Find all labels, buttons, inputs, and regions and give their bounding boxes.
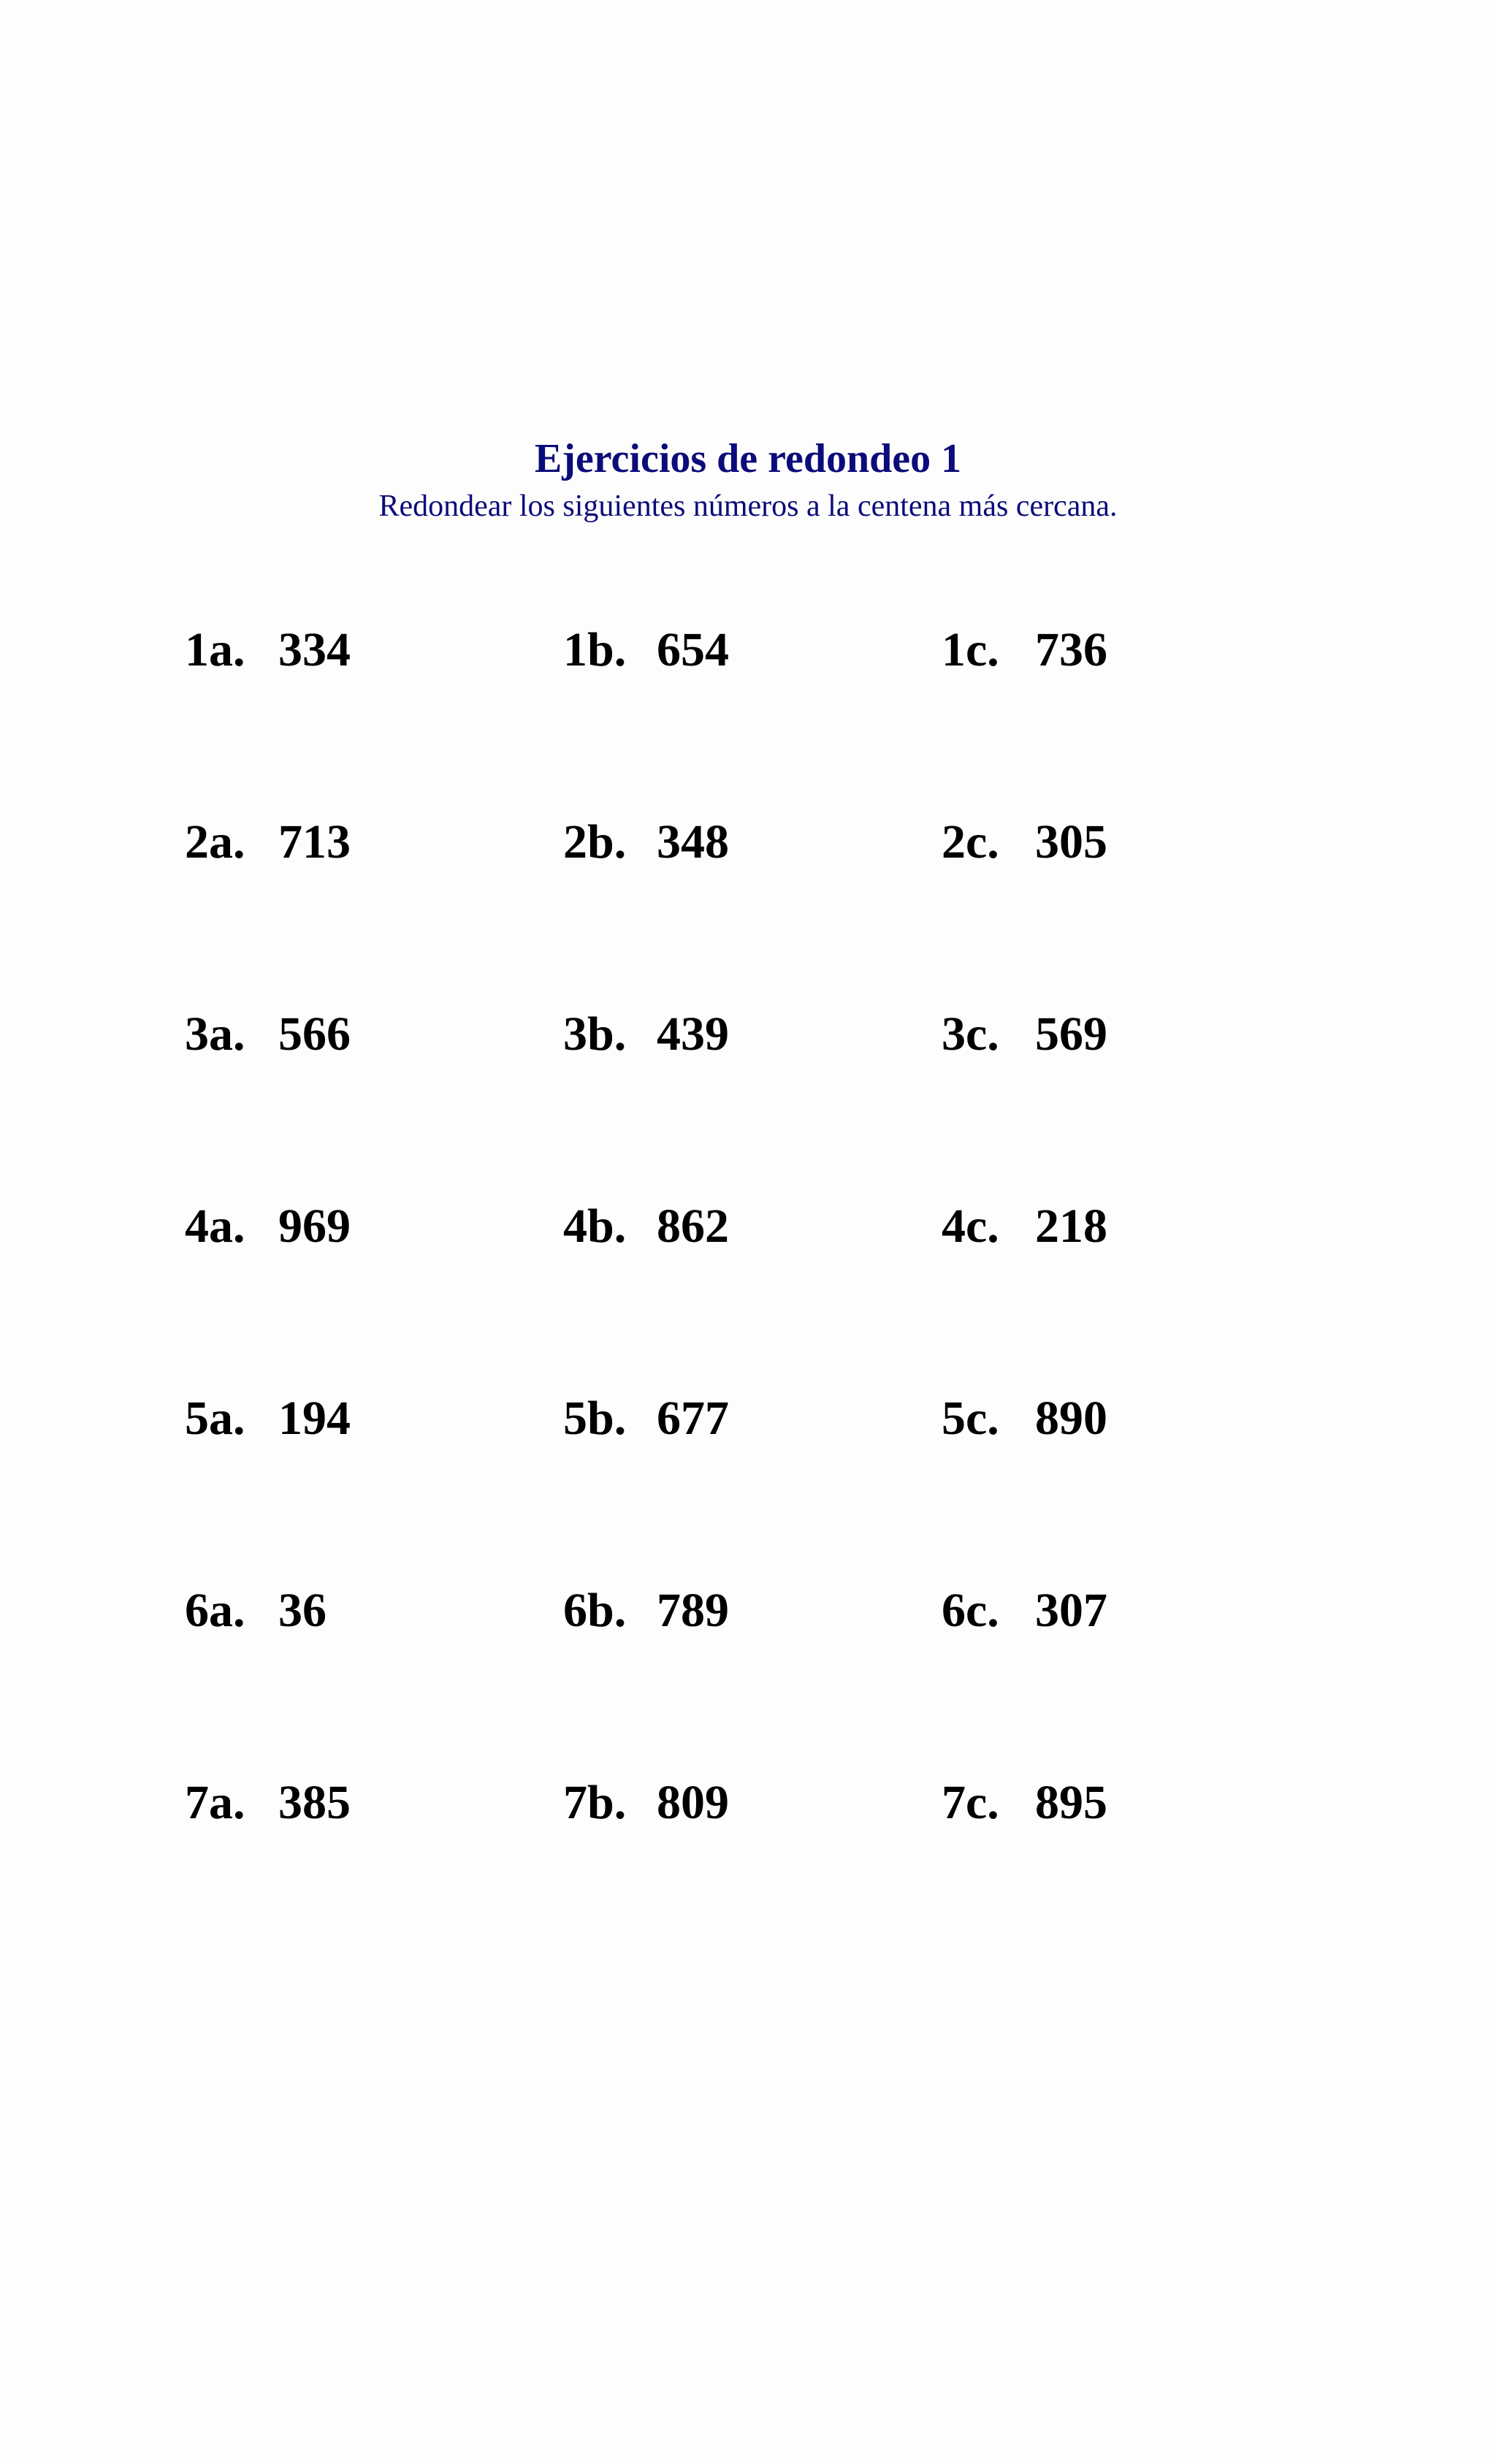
exercise-item [185,1002,351,1067]
exercise-label: 2a. [185,815,245,869]
exercise-label: 3c. [942,1007,999,1061]
exercise-item [563,1002,729,1067]
exercise-number: 713 [278,815,351,869]
exercise-item [185,809,351,875]
exercise-number: 194 [278,1392,351,1445]
exercise-number: 862 [657,1199,729,1253]
exercise-number: 895 [1035,1776,1107,1829]
exercise-number: 36 [278,1584,327,1637]
exercise-item [942,809,1107,875]
exercise-label: 3b. [563,1007,627,1061]
exercise-label: 1c. [942,623,999,676]
exercise-item [185,1194,351,1259]
exercise-number: 439 [657,1007,729,1061]
exercise-row-3 [185,1002,1354,1194]
exercise-item [942,1770,1107,1836]
worksheet-header [0,430,1496,525]
exercise-number: 736 [1035,623,1107,676]
exercise-item [942,1578,1107,1644]
exercise-label: 2b. [563,815,627,869]
exercise-row-7 [185,1770,1354,1962]
exercise-label: 6a. [185,1584,245,1637]
exercise-item [942,1386,1107,1452]
exercise-label: 5c. [942,1392,999,1445]
exercise-label: 7a. [185,1776,245,1829]
exercise-label: 6b. [563,1584,627,1637]
exercise-label: 1b. [563,623,627,676]
exercise-item [185,1386,351,1452]
exercise-number: 789 [657,1584,729,1637]
exercise-label: 7b. [563,1776,627,1829]
exercise-item [185,1578,327,1644]
exercise-item [942,1194,1107,1259]
exercise-label: 4c. [942,1199,999,1253]
exercise-item [563,1578,729,1644]
exercise-item [185,617,351,683]
exercise-item [563,617,729,683]
exercise-label: 7c. [942,1776,999,1829]
exercise-number: 307 [1035,1584,1107,1637]
exercise-item [942,1002,1107,1067]
exercise-label: 2c. [942,815,999,869]
exercise-number: 654 [657,623,729,676]
exercise-item [563,1194,729,1259]
exercise-label: 1a. [185,623,245,676]
exercise-number: 969 [278,1199,351,1253]
exercise-number: 218 [1035,1199,1107,1253]
exercise-item [563,1770,729,1836]
exercise-item [942,617,1107,683]
exercise-label: 4a. [185,1199,245,1253]
page-title: Ejercicios de redondeo 1 [534,436,962,481]
exercise-item [563,809,729,875]
exercise-number: 334 [278,623,351,676]
exercise-label: 6c. [942,1584,999,1637]
exercise-item [563,1386,729,1452]
exercise-row-2 [185,809,1354,1002]
exercise-row-1 [185,617,1354,809]
exercise-number: 890 [1035,1392,1107,1445]
exercise-row-4 [185,1194,1354,1386]
exercise-label: 3a. [185,1007,245,1061]
exercise-number: 305 [1035,815,1107,869]
exercise-label: 4b. [563,1199,627,1253]
exercise-number: 809 [657,1776,729,1829]
exercise-grid [185,617,1354,1962]
instructions-text: Redondear los siguientes números a la centena más cercana. [378,489,1118,523]
exercise-number: 348 [657,815,729,869]
exercise-row-6 [185,1578,1354,1770]
exercise-item [185,1770,351,1836]
exercise-label: 5b. [563,1392,627,1445]
exercise-row-5 [185,1386,1354,1578]
exercise-number: 566 [278,1007,351,1061]
exercise-number: 569 [1035,1007,1107,1061]
exercise-number: 677 [657,1392,729,1445]
exercise-number: 385 [278,1776,351,1829]
exercise-label: 5a. [185,1392,245,1445]
